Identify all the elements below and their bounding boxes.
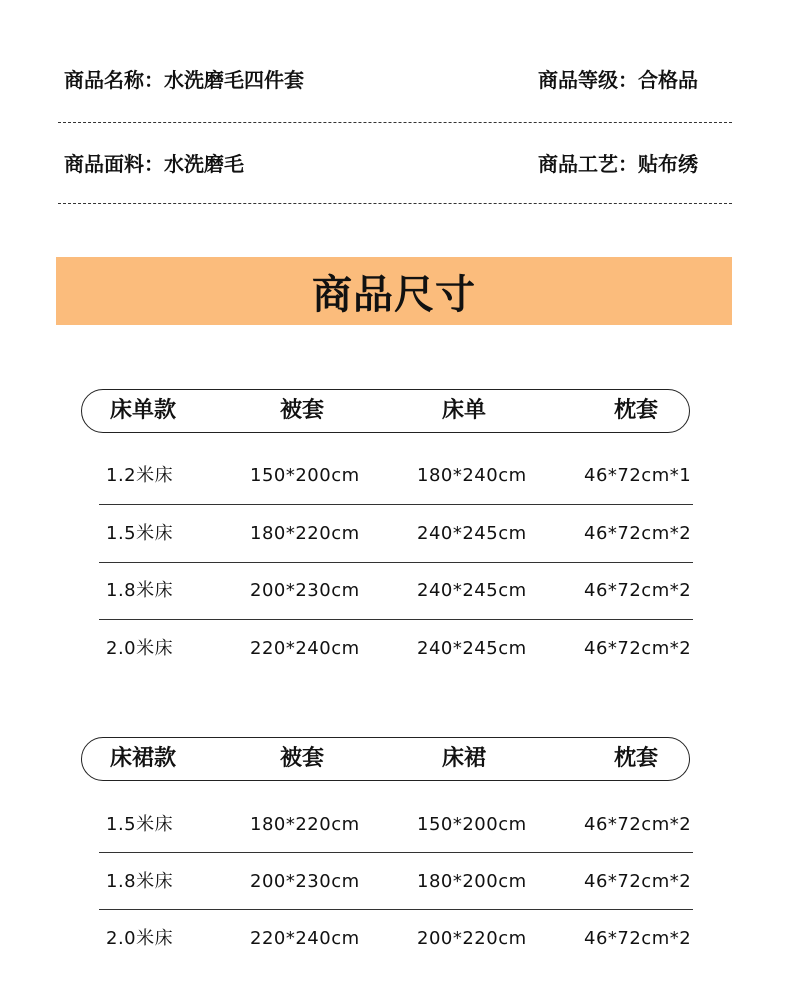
table-cell: 150*200cm xyxy=(417,814,527,835)
row-divider xyxy=(99,909,693,910)
table-cell: 46*72cm*2 xyxy=(584,523,692,544)
table-cell: 180*220cm xyxy=(250,814,360,835)
table-row xyxy=(0,571,790,611)
table-row xyxy=(0,919,790,959)
table-header-cell: 枕套 xyxy=(614,746,659,771)
row-divider xyxy=(99,619,693,620)
product-craft-value: 贴布绣 xyxy=(638,152,698,176)
table-header-cell: 床裙款 xyxy=(110,746,177,771)
product-fabric xyxy=(64,144,244,184)
table-cell: 240*245cm xyxy=(417,523,527,544)
table-cell: 220*240cm xyxy=(250,928,360,949)
dashed-divider xyxy=(58,203,732,204)
table-header-cell: 枕套 xyxy=(614,398,659,423)
info-row-2 xyxy=(0,144,790,184)
table-cell: 1.2米床 xyxy=(106,465,174,486)
table-cell: 2.0米床 xyxy=(106,928,174,949)
table-row xyxy=(0,514,790,554)
product-name xyxy=(64,60,304,100)
product-fabric-label: 商品面料： xyxy=(64,152,164,176)
product-craft-label: 商品工艺： xyxy=(538,152,638,176)
table-row xyxy=(0,629,790,669)
product-name-value: 水洗磨毛四件套 xyxy=(164,68,304,92)
table-row xyxy=(0,456,790,496)
table-cell: 220*240cm xyxy=(250,638,360,659)
table-cell: 240*245cm xyxy=(417,580,527,601)
product-grade-label: 商品等级： xyxy=(538,68,638,92)
table-cell: 46*72cm*2 xyxy=(584,814,692,835)
table-cell: 200*220cm xyxy=(417,928,527,949)
table-cell: 1.5米床 xyxy=(106,814,174,835)
table-header-cell: 被套 xyxy=(280,398,325,423)
table-cell: 46*72cm*2 xyxy=(584,871,692,892)
table-cell: 1.8米床 xyxy=(106,871,174,892)
row-divider xyxy=(99,852,693,853)
product-fabric-value: 水洗磨毛 xyxy=(164,152,244,176)
product-grade xyxy=(538,60,698,100)
table-cell: 46*72cm*2 xyxy=(584,928,692,949)
table-cell: 46*72cm*1 xyxy=(584,465,692,486)
table-header-pill xyxy=(81,737,690,781)
table-row xyxy=(0,862,790,902)
table-row xyxy=(0,805,790,845)
info-row-1 xyxy=(0,60,790,100)
table-cell: 180*220cm xyxy=(250,523,360,544)
table-cell: 180*200cm xyxy=(417,871,527,892)
size-banner xyxy=(56,257,732,325)
product-grade-value: 合格品 xyxy=(638,68,698,92)
table-cell: 180*240cm xyxy=(417,465,527,486)
table-cell: 200*230cm xyxy=(250,871,360,892)
table-cell: 150*200cm xyxy=(250,465,360,486)
table-header-cell: 床裙 xyxy=(442,746,487,771)
size-banner-title: 商品尺寸 xyxy=(312,271,476,318)
row-divider xyxy=(99,504,693,505)
table-cell: 1.8米床 xyxy=(106,580,174,601)
table-header-cell: 床单款 xyxy=(110,398,177,423)
table-cell: 1.5米床 xyxy=(106,523,174,544)
table-header-pill xyxy=(81,389,690,433)
table-header-cell: 被套 xyxy=(280,746,325,771)
table-header-cell: 床单 xyxy=(442,398,487,423)
table-cell: 46*72cm*2 xyxy=(584,638,692,659)
dashed-divider xyxy=(58,122,732,123)
table-cell: 2.0米床 xyxy=(106,638,174,659)
product-name-label: 商品名称： xyxy=(64,68,164,92)
table-cell: 46*72cm*2 xyxy=(584,580,692,601)
table-cell: 240*245cm xyxy=(417,638,527,659)
product-craft xyxy=(538,144,698,184)
table-cell: 200*230cm xyxy=(250,580,360,601)
row-divider xyxy=(99,562,693,563)
